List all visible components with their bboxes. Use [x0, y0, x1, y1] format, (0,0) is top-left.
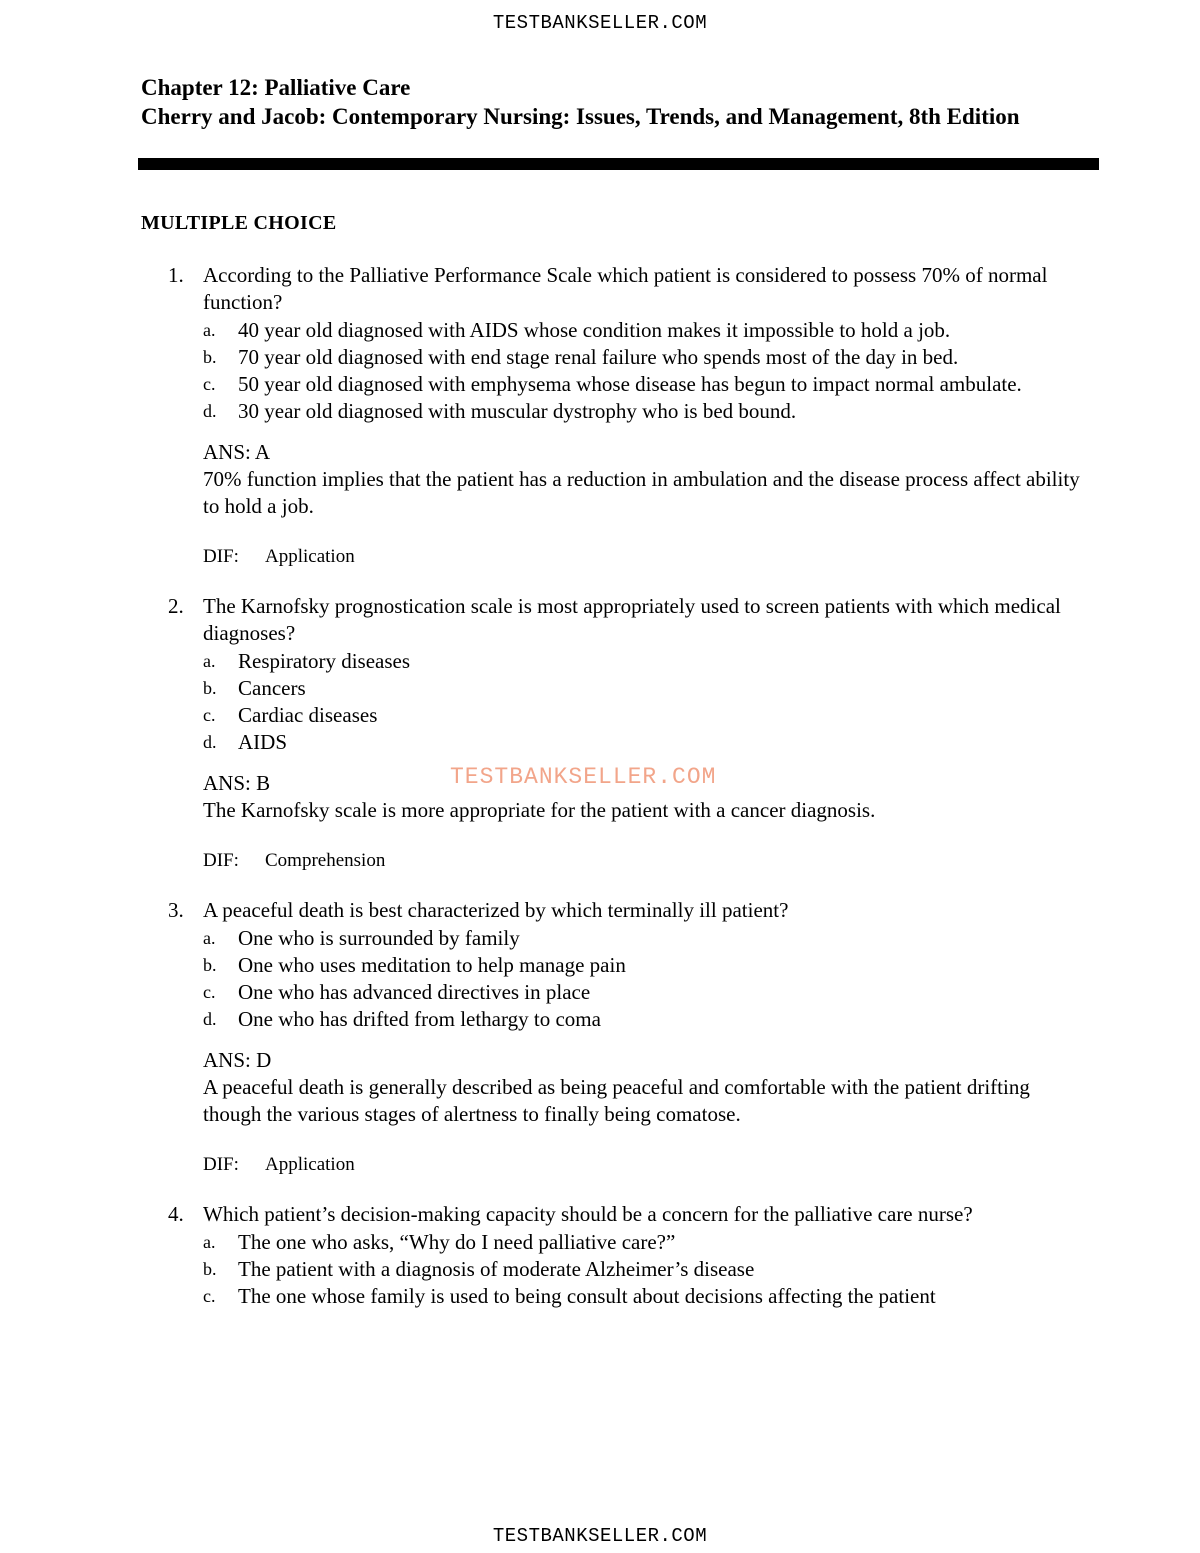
option-d	[0, 398, 1028, 425]
option-text: 50 year old diagnosed with emphysema whose disease has begun to impact normal ambulate.	[238, 372, 1022, 396]
difficulty-label: DIF:	[203, 546, 239, 567]
center-watermark: TESTBANKSELLER.COM	[450, 764, 717, 790]
question-text: According to the Palliative Performance Scale which patient is considered to possess 70% of normal function?	[203, 263, 1048, 314]
option-c	[0, 371, 1028, 398]
option-text: One who uses meditation to help manage pain	[238, 953, 626, 977]
option-text: 70 year old diagnosed with end stage renal failure who spends most of the day in bed.	[238, 345, 959, 369]
question-4	[0, 1201, 1200, 1310]
option-text: Cardiac diseases	[238, 703, 378, 727]
option-letter: c.	[203, 374, 216, 394]
difficulty-label: DIF:	[203, 850, 239, 871]
answer-key: ANS: D	[203, 1048, 272, 1072]
difficulty	[0, 1151, 1200, 1178]
question-number: 1.	[168, 263, 184, 287]
question-number: 2.	[168, 594, 184, 618]
difficulty-value: Application	[265, 1154, 355, 1175]
difficulty	[0, 543, 1200, 570]
option-c	[0, 979, 1028, 1006]
option-b	[0, 952, 1028, 979]
question-stem	[0, 593, 1093, 647]
answer-options	[0, 317, 1200, 425]
answer-rationale: A peaceful death is generally described as being peaceful and comfortable with the patient drifting though the various stages of alertness to finally being comatose.	[203, 1075, 1030, 1126]
option-c	[0, 1283, 1028, 1310]
option-letter: c.	[203, 982, 216, 1002]
option-letter: a.	[203, 928, 216, 948]
section-heading: MULTIPLE CHOICE	[141, 212, 337, 234]
option-text: Cancers	[238, 676, 306, 700]
option-letter: a.	[203, 651, 216, 671]
option-text: 30 year old diagnosed with muscular dystrophy who is bed bound.	[238, 399, 797, 423]
question-1	[0, 262, 1200, 570]
option-a	[0, 925, 1028, 952]
question-stem	[0, 1201, 1093, 1228]
option-letter: d.	[203, 401, 217, 421]
question-text: A peaceful death is best characterized by which terminally ill patient?	[203, 898, 789, 922]
chapter-title: Chapter 12: Palliative Care	[141, 75, 411, 100]
difficulty-value: Comprehension	[265, 850, 386, 871]
option-letter: b.	[203, 347, 217, 367]
difficulty	[0, 847, 1200, 874]
answer-rationale: The Karnofsky scale is more appropriate for the patient with a cancer diagnosis.	[203, 798, 876, 822]
option-letter: b.	[203, 1259, 217, 1279]
option-b	[0, 1256, 1028, 1283]
document-title	[141, 73, 1101, 131]
answer-options	[0, 925, 1200, 1033]
option-text: One who has advanced directives in place	[238, 980, 591, 1004]
option-letter: c.	[203, 705, 216, 725]
option-text: The patient with a diagnosis of moderate Alzheimer’s disease	[238, 1257, 755, 1281]
option-c	[0, 702, 1028, 729]
option-text: Respiratory diseases	[238, 649, 411, 673]
answer-options	[0, 648, 1200, 756]
option-text: The one who asks, “Why do I need palliative care?”	[238, 1230, 676, 1254]
question-3	[0, 897, 1200, 1178]
option-letter: d.	[203, 732, 217, 752]
option-text: AIDS	[238, 730, 288, 754]
question-2	[0, 593, 1200, 874]
option-text: The one whose family is used to being consult about decisions affecting the patient	[238, 1284, 936, 1308]
title-divider	[138, 158, 1099, 170]
answer-key: ANS: A	[203, 440, 271, 464]
option-text: One who is surrounded by family	[238, 926, 520, 950]
option-letter: a.	[203, 320, 216, 340]
answer-options	[0, 1229, 1200, 1310]
difficulty-value: Application	[265, 546, 355, 567]
option-letter: d.	[203, 1009, 217, 1029]
option-b	[0, 675, 1028, 702]
option-letter: b.	[203, 678, 217, 698]
option-text: 40 year old diagnosed with AIDS whose condition makes it impossible to hold a job.	[238, 318, 951, 342]
option-b	[0, 344, 1028, 371]
option-letter: c.	[203, 1286, 216, 1306]
option-d	[0, 729, 1028, 756]
question-stem	[0, 897, 1093, 924]
option-text: One who has drifted from lethargy to coma	[238, 1007, 601, 1031]
question-text: Which patient’s decision-making capacity should be a concern for the palliative care nurse?	[203, 1202, 973, 1226]
header-watermark: TESTBANKSELLER.COM	[492, 12, 708, 34]
question-number: 3.	[168, 898, 184, 922]
question-text: The Karnofsky prognostication scale is most appropriately used to screen patients with which medical diagnoses?	[203, 594, 1061, 645]
option-a	[0, 1229, 1028, 1256]
option-a	[0, 317, 1028, 344]
option-d	[0, 1006, 1028, 1033]
option-letter: b.	[203, 955, 217, 975]
answer-rationale: 70% function implies that the patient has a reduction in ambulation and the disease process affect ability to hold a job.	[203, 467, 1080, 518]
option-letter: a.	[203, 1232, 216, 1252]
book-title: Cherry and Jacob: Contemporary Nursing: Issues, Trends, and Management, 8th Edition	[141, 104, 1020, 129]
question-number: 4.	[168, 1202, 184, 1226]
footer-watermark: TESTBANKSELLER.COM	[492, 1525, 708, 1547]
answer-key: ANS: B	[203, 771, 271, 795]
question-stem	[0, 262, 1093, 316]
option-a	[0, 648, 1028, 675]
difficulty-label: DIF:	[203, 1154, 239, 1175]
